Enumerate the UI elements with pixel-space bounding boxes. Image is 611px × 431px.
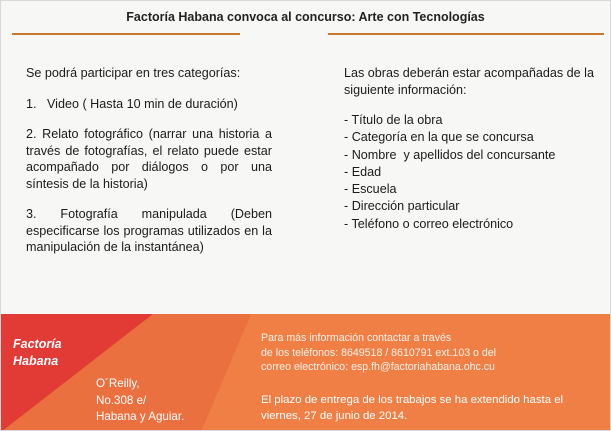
title-rule-right (328, 33, 604, 35)
categories-intro: Se podrá participar en tres categorías: (26, 66, 241, 80)
contact-email: correo electrónico: esp.fh@factoriahabana.ohc.cu (261, 361, 495, 374)
list-item: - Teléfono o correo electrónico (344, 216, 514, 231)
list-item: - Título de la obra (344, 113, 443, 127)
list-item: - Dirección particular (344, 199, 460, 214)
deadline-notice: El plazo de entrega de los trabajos se ha extendido hasta el viernes, 27 de junio de 2014. (261, 394, 564, 422)
requirements-column (344, 65, 594, 233)
list-item: - Edad (344, 164, 382, 179)
address-block: O´Reilly, No.308 e/ Habana y Aguiar. (96, 377, 185, 423)
factoria-habana-logo: Factoría Habana (13, 337, 62, 368)
list-item: - Nombre y apellidos del concursante (344, 147, 556, 162)
flyer-title: Factoría Habana convoca al concurso: Arte con Tecnologías (126, 10, 485, 24)
title-rule-left (12, 33, 240, 35)
list-item: - Categoría en la que se concursa (344, 130, 534, 145)
category-manipulated-photo: 3. Fotografía manipulada (Deben especificarse los programas utilizados en la manipulación de la instantánea) (26, 207, 272, 254)
list-item: - Escuela (344, 182, 397, 197)
category-photo-story: 2. Relato fotográfico (narrar una historia a través de fotografías, el relato puede estar acompañado por diálogos o por una síntesis de la historia) (26, 127, 272, 191)
requirements-list (344, 112, 594, 233)
requirements-intro: Las obras deberán estar acompañadas de la siguiente información: (344, 66, 594, 97)
category-video: 1. Video ( Hasta 10 min de duración) (26, 96, 238, 111)
contact-info: Para más información contactar a través de los teléfonos: 8649518 / 8610791 ext.103 o del correo electrónico: esp.fh@factoriahabana.ohc.cu (261, 331, 601, 375)
footer-banner (1, 314, 611, 431)
categories-column (26, 65, 272, 256)
